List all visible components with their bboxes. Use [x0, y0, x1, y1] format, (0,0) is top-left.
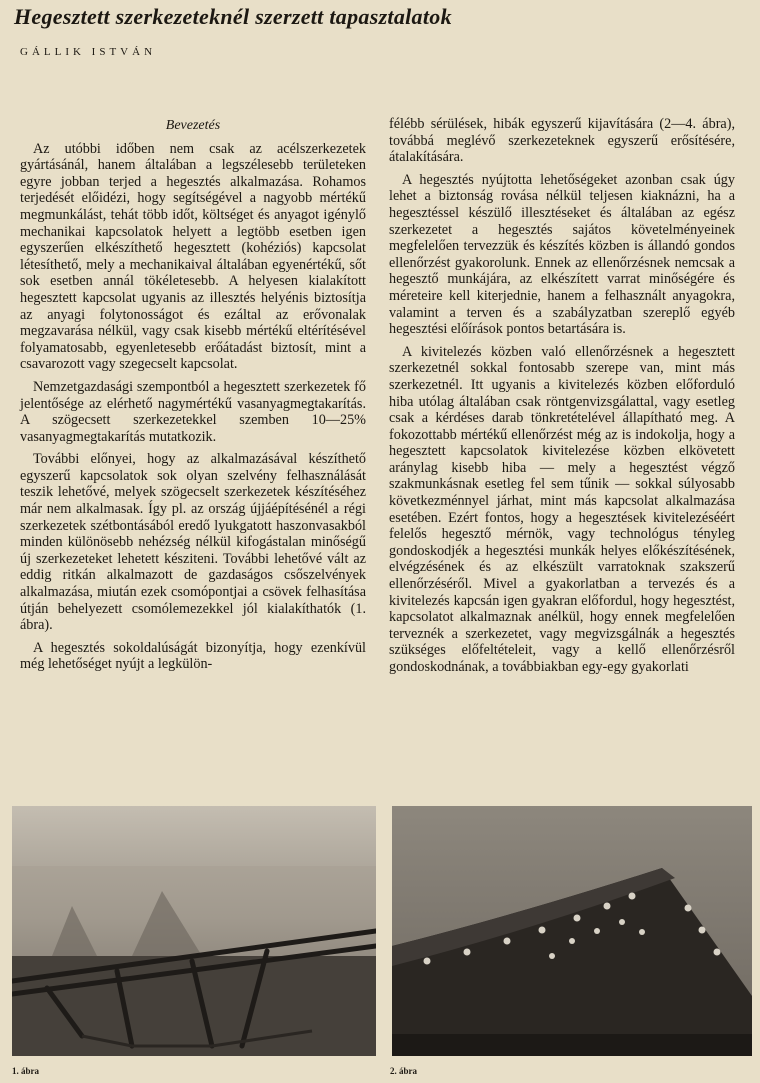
- left-column: [20, 118, 366, 679]
- figure-2-photo: [392, 806, 752, 1056]
- figure-2-caption: 2. ábra: [390, 1066, 417, 1076]
- left-paragraph-3: További előnyei, hogy az alkalmazásával készíthető egyszerű kapcsolatok sok olyan szelvény felhasználását teszik lehetővé, melyek szögecselt szerkezetek készítéséhez már nem alkalmasak. Így pl. az ország újjáépítésénél a régi szerkezetek szétbontásából eredő lyukgatott haszonvasakból minden különösebb nehézség nélkül kifogástalan minőségű új szerkezeteket lehetett késziteni. További lehetővé vált az eddig ritkán alkalmazott de gazdaságos csőszelvények alkalmazása, miután ezek csomópontjai a csövek felhasítása útján behelyezett csomólemezekkel jól kialakíthatók (1. ábra).: [20, 451, 366, 634]
- right-paragraph-2: A hegesztés nyújtotta lehetőségeket azonban csak úgy lehet a biztonság rovása nélkül teljesen kiaknázni, ha a hegesztéssel készülő illesztéseket és általában az egész szerkezetet a hegesztés sajátos követelményeinek megfelelően tervezzük és készítés közben is állandó gondos ellenőrzést gyakorolunk. Ennek az ellenőrzésnek nemcsak a hegesztő munkájára, az elkészített varrat minőségére és méreteire kell kiterjednie, hanem a felhasznált anyagokra, valamint a terven és a szabályzatban szereplő egyéb hegesztési előírások pontos betartására is.: [389, 171, 735, 338]
- author-name: GÁLLIK ISTVÁN: [20, 46, 157, 58]
- section-heading: Bevezetés: [165, 118, 221, 133]
- article-title: Hegesztett szerkezeteknél szerzett tapasztalatok: [14, 4, 452, 29]
- right-column: [389, 116, 735, 682]
- left-paragraph-1: Az utóbbi időben nem csak az acélszerkezetek gyártásánál, hanem általában a legszélesebb területeken egyre jobban terjed a hegesztés alkalmazása. Rohamos terjedését előidézi, hogy segítségével a nagyobb mértékű megmunkálást, tehát több időt, költséget és anyagot igénylő mechanikai kapcsolatok helyett a legtöbb esetben igen egyszerűen elkészíthető hegesztett (kohéziós) kapcsolat létesíthető, mely a mechanikaival általában egyenértékű, sőt sok esetben annál tökéletesebb. A helyesen kialakított hegesztett kapcsolat ugyanis az illesztés helyénis biztosítja az anyagi folytonosságot és ezáltal az erővonalak megzavarása nélkül, vagy csak kisebb mértékű eltérítésével folyamatosabb, egyenletesebb erőátadást biztosít, mint a csavarozott vagy szegecselt kapcsolat.: [20, 140, 366, 373]
- right-paragraph-3: A kivitelezés közben való ellenőrzésnek a hegesztett szerkezetnél sokkal fontosabb szerepe van, mint más szerkezetnél. Itt ugyanis a kivitelezés közben előforduló hiba utólag általában csak röntgenvizsgálattal, vagy esetleg csak a kérdéses darab tönkretételével állapítható meg. A fokozottabb mértékű ellenőrzést még az is indokolja, hogy a hegesztett kapcsolatok kivitelezése közben elkövetett aránylag kisebb hiba — mely a hegesztést végző szakmunkásnak esetleg fel sem tűnik — sokkal súlyosabb következménnyel járhat, mint más kapcsolat alkalmazása esetében. Ezért fontos, hogy a hegesztések kivitelezéséért felelős hegesztő mérnök, vagy technológus tényleg gondoskodjék a hegesztési munkák helyes előkészítésének, elvégzésének és az elkészült varratoknak szakszerű ellenőrzéséről. Mivel a gyakorlatban a tervezés és a kivitelezés kapcsán igen gyakran előfordul, hogy hegesztést, kapcsolatot alkalmaznak anélkül, hogy ennek megfelelően terveznék a szerkezetet, vagy megvizsgálnák a hegesztés szükséges előfeltételeit, vagy a kellő ellenőrzésről gondoskodnának, a továbbiakban egy-egy gyakorlati: [389, 343, 735, 675]
- figure-1-caption: 1. ábra: [12, 1066, 39, 1076]
- left-paragraph-2: Nemzetgazdasági szempontból a hegesztett szerkezetek fő jelentősége az elérhető nagymértékű vasanyagmegtakarítás. A szögecsett szerkezetekkel szemben 10—25% vasanyagmegtakarítás mutatkozik.: [20, 378, 366, 445]
- right-paragraph-1: félébb sérülések, hibák egyszerű kijavítására (2—4. ábra), továbbá meglévő szerkezeteknek egyszerű erősítésére, átalakítására.: [389, 116, 735, 166]
- figure-1-photo: [12, 806, 376, 1056]
- left-paragraph-4: A hegesztés sokoldalúságát bizonyítja, hogy ezenkívül még lehetőséget nyújt a legkülön-: [20, 639, 366, 673]
